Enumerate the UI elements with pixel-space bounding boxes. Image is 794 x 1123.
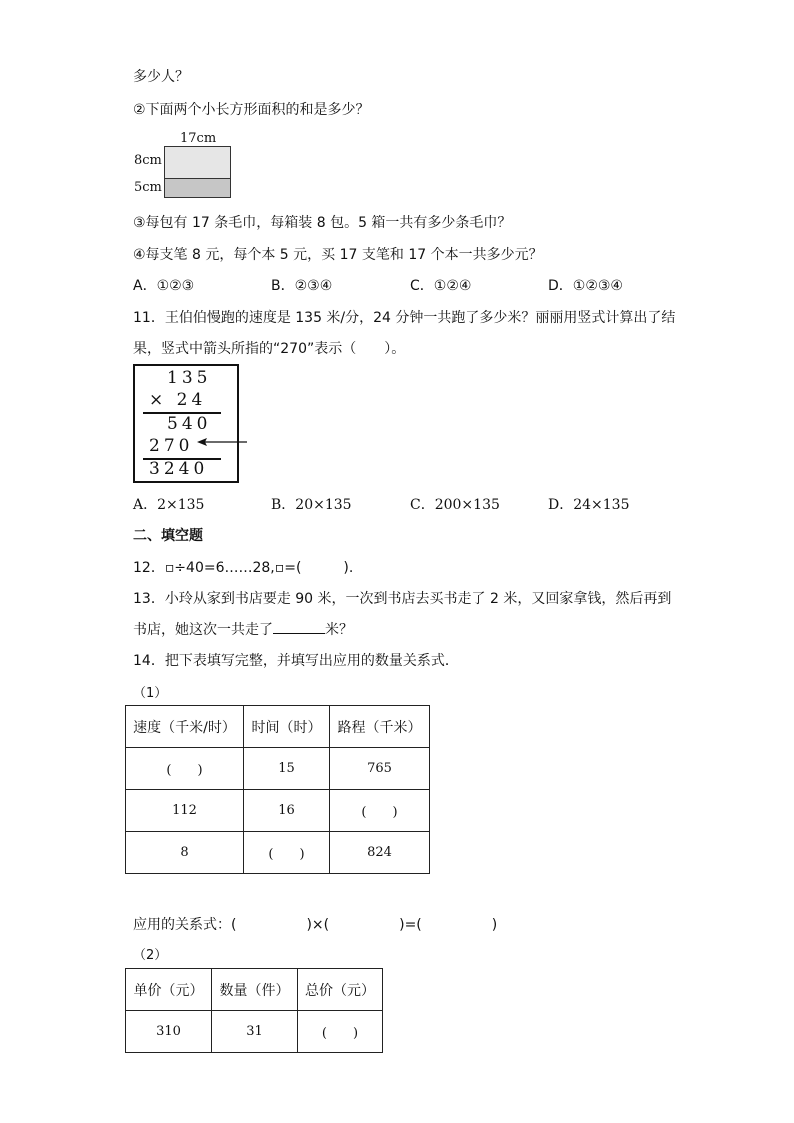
q14-part2-label: （2） [133,948,168,963]
header-unit-price: 单价（元） [126,969,212,1011]
calc-product: 3240 [149,459,209,479]
table-cell: 765 [330,748,430,790]
q13-line1: 13．小玲从家到书店要走 90 米，一次到书店去买书走了 2 米，又回家拿钱，然后再到 [133,591,672,607]
q10-option-2: ②下面两个小长方形面积的和是多少？ [133,102,370,118]
price-table [125,968,383,1053]
header-time: 时间（时） [244,706,330,748]
table-cell: 310 [126,1011,212,1053]
q14-line1: 14．把下表填写完整，并填写出应用的数量关系式． [133,653,459,669]
q10-line1: 多少人？ [133,69,189,85]
answer-blank[interactable] [273,619,325,634]
speed-table [125,705,430,874]
table-cell: 31 [212,1011,298,1053]
q13-line2 [133,619,353,639]
q10-option-3: ③每包有 17 条毛巾，每箱装 8 包。5 箱一共有多少条毛巾？ [133,215,512,231]
table-row [126,832,430,874]
table-cell[interactable]: ( ) [244,832,330,874]
q11-choice-a: A．2×135 [133,497,205,513]
table-cell[interactable]: ( ) [330,790,430,832]
vertical-multiplication [133,364,239,483]
arrow-icon [195,435,250,449]
q11-choice-d: D．24×135 [548,497,630,513]
table-header-row [126,969,383,1011]
figure-height-a-label: 8cm [134,153,162,168]
table-header-row [126,706,430,748]
table-cell: 15 [244,748,330,790]
q10-option-4: ④每支笔 8 元，每个本 5 元，买 17 支笔和 17 个本一共多少元？ [133,247,543,263]
header-quantity: 数量（件） [212,969,298,1011]
rectangle-lower [164,178,231,198]
q13-line2-text: 书店，她这次一共走了 [133,622,273,638]
q11-line1: 11．王伯伯慢跑的速度是 135 米/分，24 分钟一共跑了多少米？丽丽用竖式计算出了结 [133,310,676,326]
calc-multiplicand: 135 [167,368,212,388]
table-cell: 112 [126,790,244,832]
table-row [126,748,430,790]
rectangle-upper [164,146,231,179]
section-title: 二、填空题 [133,528,203,544]
table-row [126,790,430,832]
table-row [126,1011,383,1053]
figure-width-label: 17cm [180,131,217,146]
table-cell: 824 [330,832,430,874]
q11-choice-b: B．20×135 [271,497,352,513]
table-cell: 16 [244,790,330,832]
calc-multiplier: × 24 [149,390,207,410]
q11-choice-c: C．200×135 [410,497,500,513]
q10-choice-b: B．②③④ [271,278,333,294]
q11-line2: 果，竖式中箭头所指的“270”表示（ ）。 [133,341,406,357]
table-cell: 8 [126,832,244,874]
table-cell[interactable]: ( ) [298,1011,383,1053]
q10-choice-a: A．①②③ [133,278,195,294]
relation-formula: 应用的关系式：( )×( )=( ) [133,917,498,933]
q10-choice-c: C．①②④ [410,278,472,294]
table-cell[interactable]: ( ) [126,748,244,790]
header-speed: 速度（千米/时） [126,706,244,748]
calc-partial-2: 270 [149,436,194,456]
q14-part1-label: （1） [133,686,168,701]
calc-partial-1: 540 [167,414,212,434]
q10-choice-d: D．①②③④ [548,278,623,294]
header-distance: 路程（千米） [330,706,430,748]
header-total-price: 总价（元） [298,969,383,1011]
figure-height-b-label: 5cm [134,180,162,195]
q12: 12．▫÷40=6……28,▫=( ). [133,560,354,576]
q13-line2-unit: 米？ [325,622,353,638]
